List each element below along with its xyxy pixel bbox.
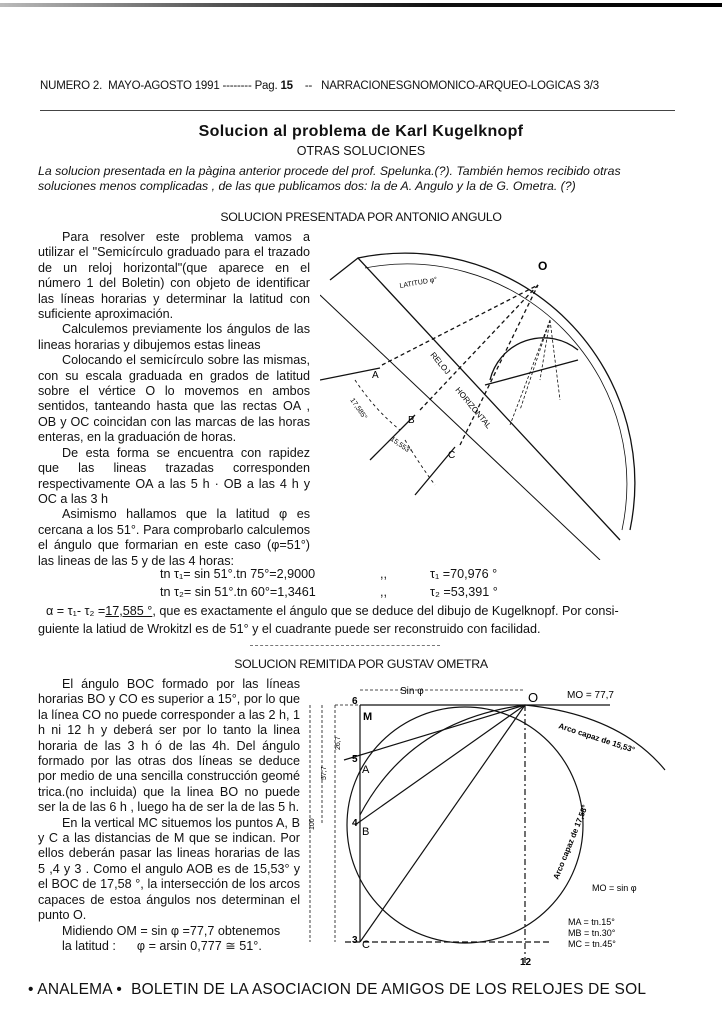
page-number: 15 — [280, 80, 293, 92]
sin-phi-label: Sin φ — [400, 686, 424, 697]
article-title: Solucion al problema de Karl Kugelknopf — [198, 123, 524, 140]
formula-left: tn τ₁= sin 51°.tn 75°=2,9000 — [160, 567, 316, 581]
diagram-outer-arc — [358, 253, 635, 530]
alpha-suffix: , que es exactamente el ángulo que se deduce del dibujo de Kugelknopf. Por consi- — [152, 604, 619, 618]
latitud-scale-label: LATITUD φ° — [399, 276, 438, 290]
point-b-label: B — [408, 415, 415, 426]
circle-arc-capaz — [347, 707, 583, 943]
alpha-prefix: α = τ₁- τ₂ = — [46, 604, 106, 618]
latitude-line — [38, 939, 300, 954]
paragraph: El ángulo BOC formado por las líneas horarias BO y CO es superior a 15°, por lo que la línea CO no puede corresponder a las 2 h, 1 h ni 12 h y deberá ser por lo tanto la linea horaria de las 3 h ó de las 4h. Del ángulo formado por las otras dos líneas se deduce por medio de una sencilla construcción geomé trica.(no incluida) que la linea BO no puede ser la de las 6 h , luego ha de ser la de las 5 h. — [38, 677, 300, 815]
dim-100: 100 — [309, 818, 316, 830]
section1-heading: SOLUCION PRESENTADA POR ANTONIO ANGULO — [220, 210, 502, 224]
header-separator: -------- — [222, 80, 252, 92]
page-label: Pag. — [254, 80, 278, 92]
dim-57-7: 57,7 — [321, 766, 328, 780]
ometra-diagram — [300, 680, 680, 970]
point-c-label: C — [448, 450, 456, 461]
conclusion: guiente la latiud de Wrokitzl es de 51° y el cuadrante puede ser reconstruido con facilidad. — [38, 622, 541, 636]
hour-12: 12 — [520, 957, 532, 968]
formula-result: τ₂ =53,391 ° — [430, 585, 498, 599]
alpha-value: 17,585 ° — [105, 604, 153, 618]
hour-5: 5 — [352, 754, 358, 765]
point-b-label: B — [362, 826, 370, 838]
measure-line: Midiendo OM = sin φ =77,7 obtenemos — [62, 923, 281, 938]
point-o-label: O — [538, 259, 548, 273]
arc-capaz-15-label: Arco capaz de 15,53° — [557, 721, 636, 755]
paragraph: Colocando el semicírculo sobre las mismas, con su escala graduada en grados de latitud sobre el vértice O lo movemos en ambos sentidos, tanteando hasta que las rectas OA , OB y OC coincidan con las marcas de las horas enteras, en la graduación de horas. — [38, 353, 310, 445]
hour-3: 3 — [352, 935, 358, 946]
section2-text — [38, 677, 300, 954]
paragraph: Calculemos previamente los ángulos de las lineas horarias y dibujemos estas lineas — [38, 322, 310, 352]
paragraph: Asimismo hallamos que la latitud φ es cercana a los 51°. Para comprobarlo calculemos el ángulo que formarian en este caso (φ=51°) las lineas de las 5 y de las 4 horas: — [38, 507, 310, 568]
latitude-label: la latitud : — [62, 938, 116, 953]
section2-heading: SOLUCION REMITIDA POR GUSTAV OMETRA — [234, 657, 488, 671]
arc-capaz-17-label: Arco capaz de 17,58° — [551, 803, 590, 881]
formula-tau2 — [160, 585, 498, 599]
paragraph: Para resolver este problema vamos a utilizar el "Semicírculo graduado para el trazado de un reloj horizontal"(que aparece en el número 1 del Boletin) con objeto de identificar las líneas horarias y determinar la latitud con suficiente aproximación. — [38, 230, 310, 322]
paragraph: En la vertical MC situemos los puntos A, B y C a las distancias de M que se indican. Por ellos deberán pasar las lineas horarias de las 5 ,4 y 3 . Como el angulo AOB es de 15,53° y el BOC de 17,58 °, la intersección de los arcos capaces de estoa ángulos nos determinan el punto O. — [38, 815, 300, 923]
latitude-formula: φ = arsin 0,777 ≅ 51°. — [136, 938, 262, 953]
header-rule — [40, 110, 675, 111]
point-a-label: A — [372, 370, 379, 381]
issue-date: MAYO-AGOSTO 1991 — [108, 80, 220, 92]
page-footer — [28, 981, 646, 999]
point-a-label: A — [362, 764, 370, 776]
dim-26-7: 26,7 — [335, 736, 342, 750]
mo-value-label: MO = 77,7 — [567, 690, 614, 701]
point-c-label: C — [362, 939, 370, 951]
footer-brand: • ANALEMA • — [28, 981, 123, 998]
paragraph: De esta forma se encuentra con rapidez que las lineas trazadas corresponden respectivamente OA a las 5 h · OB a las 4 h y OC a las 3 h — [38, 445, 310, 506]
article-subtitle: OTRAS SOLUCIONES — [296, 144, 426, 158]
alpha-line — [46, 604, 619, 618]
hour-4: 4 — [352, 818, 358, 829]
alpha-angle-label: 17,585° — [348, 397, 368, 421]
point-m-label: M — [363, 711, 373, 723]
semicircle-diagram — [320, 240, 680, 560]
running-header — [40, 80, 680, 92]
article-intro: La solucion presentada en la pàgina anterior procede del prof. Spelunka.(?). También hemos recibido otras soluciones menos complicadas , de las que publicamos dos: la de A. Angulo y la de G. Ometra. (?) — [38, 164, 621, 193]
section-divider — [250, 645, 440, 646]
issue-number: NUMERO 2. — [40, 80, 103, 92]
formula-ditto: ,, — [380, 585, 387, 599]
scan-top-edge — [0, 3, 722, 7]
section-name: NARRACIONESGNOMONICO-ARQUEO-LOGICAS 3/3 — [321, 80, 599, 92]
footer-text: BOLETIN DE LA ASOCIACION DE AMIGOS DE LOS RELOJES DE SOL — [131, 981, 647, 998]
mo-formula: MO = sin φ — [592, 883, 637, 893]
ma-formula: MA = tn.15° — [568, 917, 615, 927]
mc-formula: MC = tn.45° — [568, 939, 616, 949]
formula-tau1 — [160, 567, 498, 581]
diagram-inner-edge — [320, 295, 600, 560]
arc-inner — [360, 705, 525, 815]
horizontal-label: HORIZONTAL — [453, 385, 494, 431]
header-separator: -- — [304, 80, 313, 92]
diagram-inner-arc — [365, 264, 627, 530]
beta-angle-label: 15,553° — [388, 435, 413, 456]
mb-formula: MB = tn.30° — [568, 928, 616, 938]
formula-ditto: ,, — [380, 567, 387, 581]
formula-result: τ₁ =70,976 ° — [430, 567, 498, 581]
point-o-label: O — [528, 690, 539, 705]
formula-left: tn τ₂= sin 51°.tn 60°=1,3461 — [160, 585, 316, 599]
hour-6: 6 — [352, 696, 358, 707]
reloj-label: RELOJ — [428, 350, 452, 377]
section1-text — [38, 230, 310, 569]
diagram-straight-edge — [330, 258, 620, 540]
